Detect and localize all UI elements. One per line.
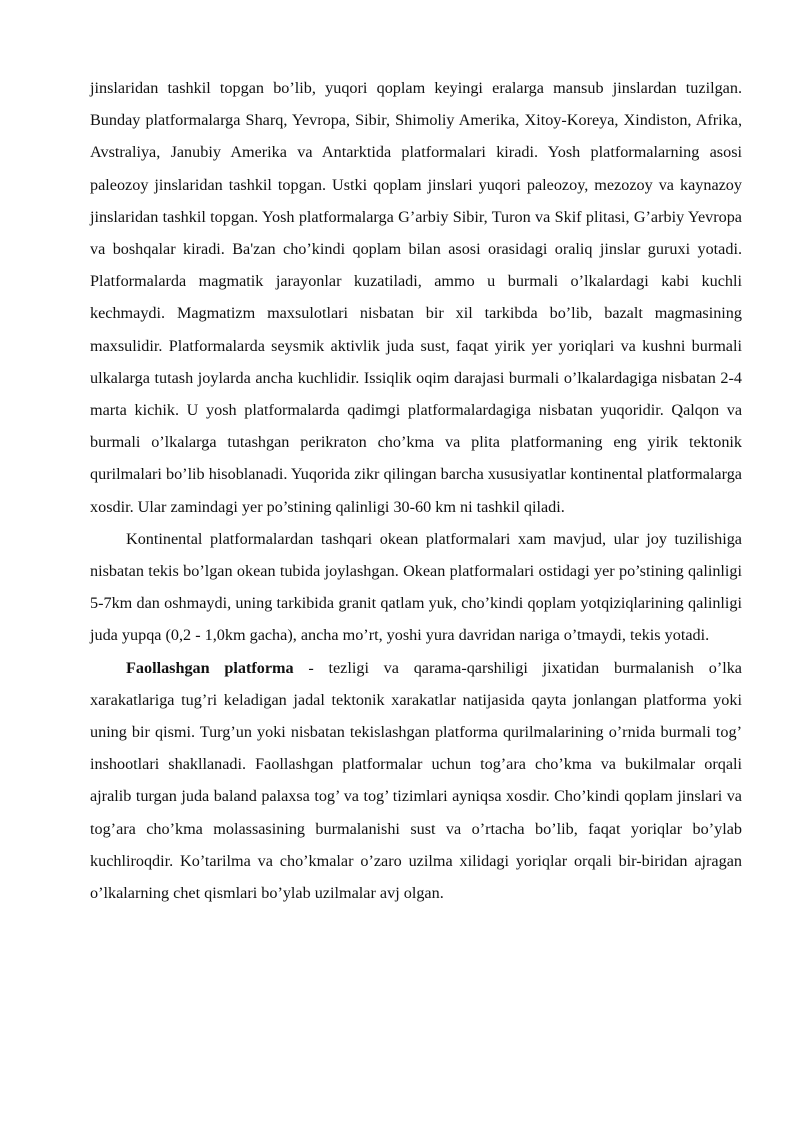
paragraph-text: jinslaridan tashkil topgan bo’lib, yuqori qoplam keyingi eralarga mansub jinslardan tuzilgan. Bunday platformalarga Sharq, Yevropa, Sibir, Shimoliy Amerika, Xitoy-Koreya, Xindiston, Afrika, Avstraliya, Janubiy Amerika va Antarktida platformalari kiradi. Yosh platformalarning asosi paleozoy jinslaridan tashkil topgan. Ustki qoplam jinslari yuqori paleozoy, mezozoy va kaynazoy jinslaridan tashkil topgan. Yosh platformalarga G’arbiy Sibir, Turon va Skif plitasi, G’arbiy Yevropa va boshqalar kiradi. Ba'zan cho’kindi qoplam bilan asosi orasidagi oraliq jinslar guruxi yotadi. Platformalarda magmatik jarayonlar kuzatiladi, ammo u burmali o’lkalardagi kabi kuchli kechmaydi. Magmatizm maxsulotlari nisbatan bir xil tarkibda bo’lib, bazalt magmasining maxsulidir. Platformalarda seysmik aktivlik juda sust, faqat yirik yer yoriqlari va kushni burmali ulkalarga tutash joylarda ancha kuchlidir. Issiqlik oqim darajasi burmali o’lkalardagiga nisbatan 2-4 marta kichik. U yosh platformalarda qadimgi platformalardagiga nisbatan yuqoridir. Qalqon va burmali o’lkalarga tutashgan perikraton cho’kma va plita platformaning eng yirik tektonik qurilmalari bo’lib hisoblanadi. Yuqorida zikr qilingan barcha xususiyatlar kontinental platformalarga xosdir. Ular zamindagi yer po’stining qalinligi 30-60 km ni tashkil qiladi. [90, 79, 742, 516]
document-page [90, 72, 742, 909]
paragraph-ocean-platforms [90, 523, 742, 652]
paragraph-platform-types [90, 72, 742, 523]
term-heading: Faollashgan platforma [126, 658, 294, 677]
paragraph-text: Kontinental platformalardan tashqari okean platformalari xam mavjud, ular joy tuzilishiga nisbatan tekis bo’lgan okean tubida joylashgan. Okean platformalari ostidagi yer po’stining qalinligi 5-7km dan oshmaydi, uning tarkibida granit qatlam yuk, cho’kindi qoplam yotqiziqlarining qalinligi juda yupqa (0,2 - 1,0km gacha), ancha mo’rt, yoshi yura davridan nariga o’tmaydi, tekis yotadi. [90, 529, 742, 645]
paragraph-text: - tezligi va qarama-qarshiligi jixatidan burmalanish o’lka xarakatlariga tug’ri keladigan jadal tektonik xarakatlar natijasida qayta jonlangan platforma yoki uning bir qismi. Turg’un yoki nisbatan tekislashgan platforma qurilmalarining o’rnida burmali tog’ inshootlari shakllanadi. Faollashgan platformalar uchun tog’ara cho’kma va bukilmalar orqali ajralib turgan juda baland palaxsa tog’ va tog’ tizimlari ayniqsa xosdir. Cho’kindi qoplam jinslari va tog’ara cho’kma molassasining burmalanishi sust va o’rtacha bo’lib, faqat yoriqlar bo’ylab kuchliroqdir. Ko’tarilma va cho’kmalar o’zaro uzilma xilidagi yoriqlar orqali bir-biridan ajragan o’lkalarning chet qismlari bo’ylab uzilmalar avj olgan. [90, 658, 742, 903]
paragraph-activated-platform [90, 652, 742, 910]
